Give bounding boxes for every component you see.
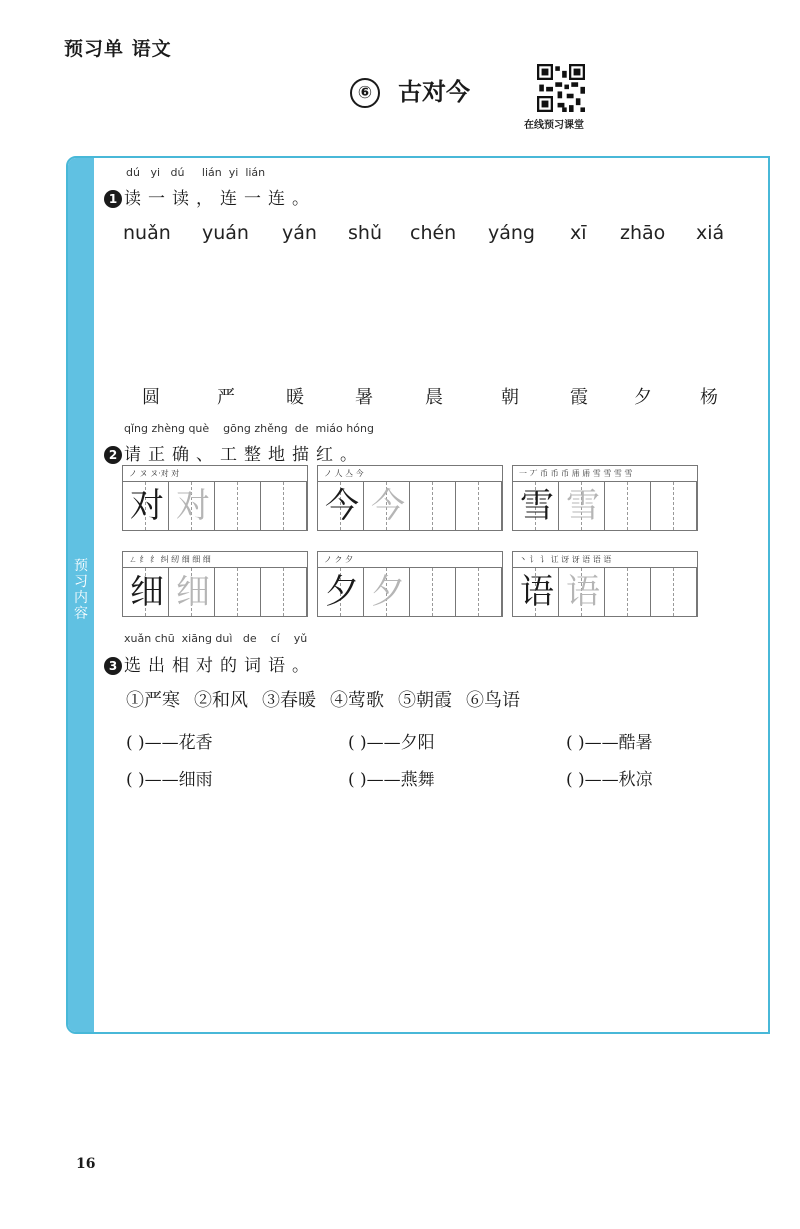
q1-title [104, 184, 316, 209]
trace-char[interactable]: 雪 [566, 486, 600, 526]
q3-title-text: 选出相对的词语。 [124, 656, 316, 676]
q2-number: 2 [104, 446, 122, 464]
pinyin-word[interactable]: nuǎn [123, 222, 171, 244]
lesson-number: ⑥ [350, 78, 380, 108]
hanzi-char[interactable]: 霞 [570, 387, 588, 408]
stroke-order: ノ ヌ ヌ·对 对 [123, 466, 307, 482]
lesson-title [350, 72, 470, 108]
match-row [566, 765, 653, 790]
hanzi-char[interactable]: 暑 [355, 387, 373, 408]
q2-title-text: 请正确、工整地描红。 [124, 445, 364, 465]
q1-number: 1 [104, 190, 122, 208]
pinyin-word[interactable]: yán [282, 222, 317, 244]
pinyin-word[interactable]: yuán [202, 222, 249, 244]
tracing-box-xi-dusk[interactable] [317, 551, 503, 617]
lesson-title-text: 古对今 [398, 78, 470, 106]
match-word: 细雨 [178, 770, 213, 790]
tracing-grid[interactable] [318, 568, 502, 616]
match-row [348, 765, 435, 790]
stroke-order: ㄥ 纟 纟 纠 纫 细 细 细 [123, 552, 307, 568]
qr-caption: 在线预习课堂 [524, 120, 584, 131]
header-label: 预习单 语文 [64, 38, 172, 60]
trace-char[interactable]: 细 [176, 572, 210, 612]
pinyin-word[interactable]: yáng [488, 222, 535, 244]
tracing-grid[interactable] [513, 482, 697, 530]
pinyin-word[interactable]: xiá [696, 222, 725, 244]
option-item: ⑤朝霞 [398, 690, 452, 711]
stroke-order: ノ ク 夕 [318, 552, 502, 568]
sidebar-char: 容 [74, 606, 88, 622]
hanzi-char[interactable]: 晨 [425, 387, 443, 408]
answer-blank[interactable]: ( )—— [566, 733, 619, 753]
stroke-order: 丶 讠 讠 讧 讶 讶 语 语 语 [513, 552, 697, 568]
q3-number: 3 [104, 657, 122, 675]
answer-blank[interactable]: ( )—— [126, 770, 179, 790]
option-item: ⑥鸟语 [466, 690, 520, 711]
answer-blank[interactable]: ( )—— [348, 733, 401, 753]
tracing-box-yu[interactable] [512, 551, 698, 617]
hanzi-char[interactable]: 圆 [142, 387, 160, 408]
sidebar-char: 预 [74, 558, 88, 574]
pinyin-word[interactable]: zhāo [620, 222, 666, 244]
q1-pinyin: dú yi dú lián yi lián [126, 166, 266, 179]
match-word: 花香 [178, 733, 213, 753]
model-char: 夕 [325, 572, 359, 612]
sidebar [68, 158, 94, 1032]
page-number: 16 [76, 1156, 96, 1172]
tracing-grid[interactable] [513, 568, 697, 616]
hanzi-char[interactable]: 朝 [501, 387, 519, 408]
sidebar-char: 习 [74, 574, 88, 590]
pinyin-word[interactable]: shǔ [348, 222, 382, 244]
tracing-grid[interactable] [318, 482, 502, 530]
q3-pinyin: xuǎn chū xiāng duì de cí yǔ [124, 632, 308, 645]
answer-blank[interactable]: ( )—— [566, 770, 619, 790]
stroke-order: 一 丆 币 币 币 乕 乕 雪 雪 雪 雪 [513, 466, 697, 482]
hanzi-char[interactable]: 严 [217, 387, 235, 408]
stroke-order: ノ 人 亼 今 [318, 466, 502, 482]
match-word: 秋凉 [618, 770, 653, 790]
tracing-box-xi-fine[interactable] [122, 551, 308, 617]
answer-blank[interactable]: ( )—— [126, 733, 179, 753]
tracing-grid[interactable] [123, 482, 307, 530]
tracing-grid[interactable] [123, 568, 307, 616]
trace-char[interactable]: 夕 [371, 572, 405, 612]
trace-char[interactable]: 对 [176, 486, 210, 526]
tracing-box-dui[interactable] [122, 465, 308, 531]
q2-title [104, 440, 364, 465]
option-item: ②和风 [194, 690, 248, 711]
answer-blank[interactable]: ( )—— [348, 770, 401, 790]
hanzi-char[interactable]: 杨 [700, 387, 718, 408]
option-item: ④莺歌 [330, 690, 384, 711]
trace-char[interactable]: 语 [566, 572, 600, 612]
match-word: 夕阳 [400, 733, 435, 753]
hanzi-char[interactable]: 夕 [634, 387, 652, 408]
hanzi-char[interactable]: 暖 [286, 387, 304, 408]
match-row [126, 765, 213, 790]
model-char: 语 [520, 572, 554, 612]
match-row [566, 728, 653, 753]
qr-code-icon[interactable] [537, 64, 585, 112]
sidebar-char: 内 [74, 590, 88, 606]
model-char: 今 [325, 486, 359, 526]
match-word: 酷暑 [618, 733, 653, 753]
model-char: 细 [130, 572, 164, 612]
pinyin-word[interactable]: chén [410, 222, 457, 244]
sidebar-label [68, 558, 94, 622]
tracing-box-xue[interactable] [512, 465, 698, 531]
q2-pinyin: qǐng zhèng què gōng zhěng de miáo hóng [124, 422, 374, 435]
model-char: 对 [130, 486, 164, 526]
option-item: ③春暖 [262, 690, 316, 711]
tracing-box-jin[interactable] [317, 465, 503, 531]
q1-title-text: 读一读，连一连。 [124, 189, 316, 209]
q3-title [104, 651, 316, 676]
match-row [348, 728, 435, 753]
model-char: 雪 [520, 486, 554, 526]
word-options [126, 686, 534, 712]
trace-char[interactable]: 今 [371, 486, 405, 526]
option-item: ①严寒 [126, 690, 180, 711]
pinyin-word[interactable]: xī [570, 222, 587, 244]
match-word: 燕舞 [400, 770, 435, 790]
match-row [126, 728, 213, 753]
